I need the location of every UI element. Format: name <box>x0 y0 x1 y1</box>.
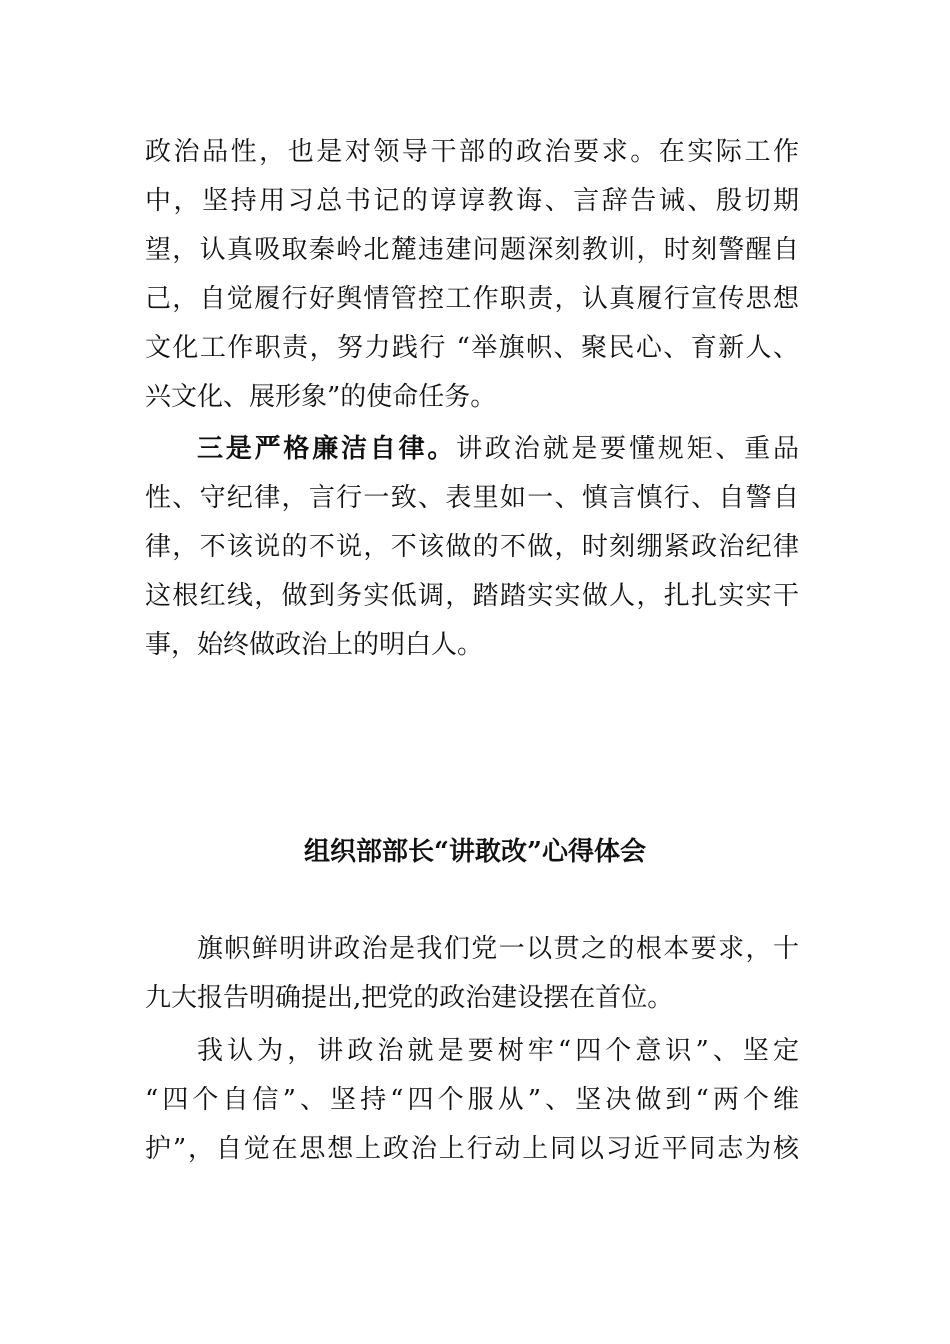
paragraph-line: 望，认真吸取秦岭北麓违建问题深刻教训，时刻警醒自 <box>145 235 799 265</box>
paragraph-first-line: 旗帜鲜明讲政治是我们党一以贯之的根本要求，十 <box>197 934 799 964</box>
paragraph-line: 这根红线，做到务实低调，踏踏实实做人，扎扎实实干 <box>145 581 799 611</box>
paragraph-line: 事，始终做政治上的明白人。 <box>145 630 484 660</box>
paragraph-first-line: 我认为，讲政治就是要树牢“四个意识”、坚定 <box>197 1036 799 1066</box>
paragraph-text: 讲政治就是要懂规矩、重品 <box>456 434 799 464</box>
paragraph-line: 护”，自觉在思想上政治上行动上同以习近平同志为核 <box>145 1134 799 1164</box>
paragraph-line: 兴文化、展形象”的使命任务。 <box>145 382 497 412</box>
paragraph-line: 性、守纪律，言行一致、表里如一、慎言慎行、自警自 <box>145 483 799 513</box>
paragraph-first-line <box>197 427 799 471</box>
paragraph-line: 九大报告明确提出,把党的政治建设摆在首位。 <box>145 983 674 1013</box>
paragraph-line: 中，坚持用习总书记的谆谆教诲、言辞告诫、殷切期 <box>145 186 799 216</box>
section-heading: 三是严格廉洁自律。 <box>197 434 457 464</box>
article-title: 组织部部长“讲敢改”心得体会 <box>304 837 646 867</box>
paragraph-line: 文化工作职责，努力践行 “举旗帜、聚民心、育新人、 <box>145 333 799 363</box>
paragraph-line: 己，自觉履行好舆情管控工作职责，认真履行宣传思想 <box>145 284 799 314</box>
paragraph-line: 政治品性，也是对领导干部的政治要求。在实际工作 <box>145 137 799 167</box>
paragraph-line: 律，不该说的不说，不该做的不做，时刻绷紧政治纪律 <box>145 532 799 562</box>
paragraph-line: “四个自信”、坚持“四个服从”、坚决做到“两个维 <box>145 1085 799 1115</box>
